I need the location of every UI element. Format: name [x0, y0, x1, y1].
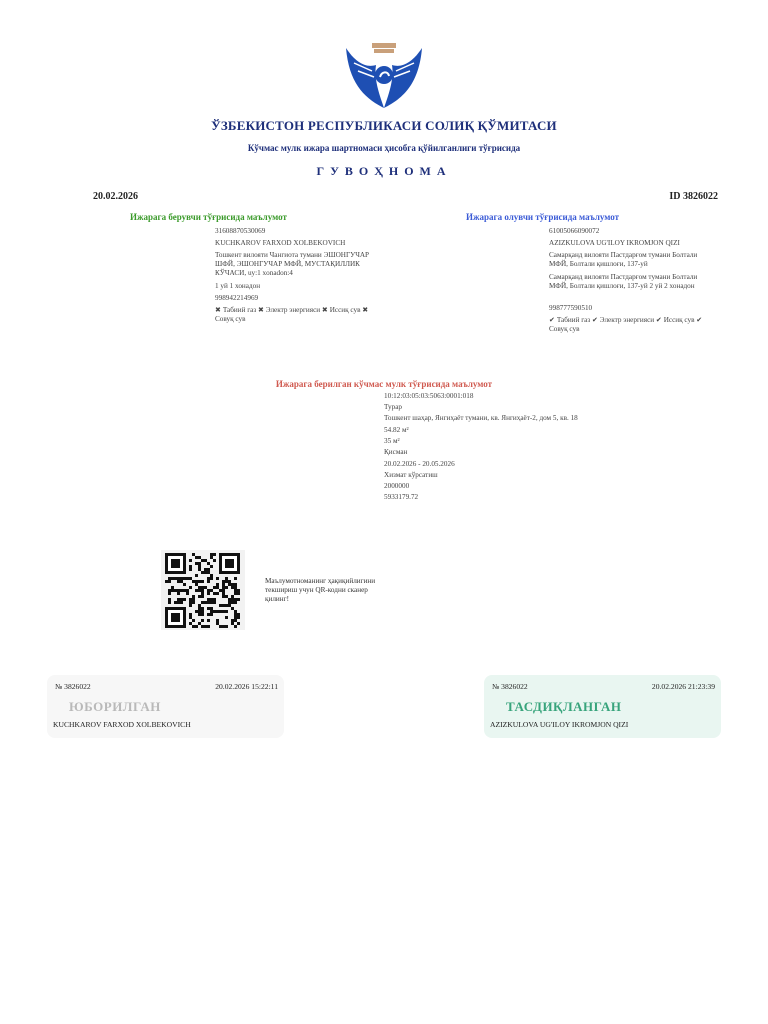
landlord-pinfl-value: 31608870530069: [215, 227, 266, 235]
tenant-heading: Ижарага олувчи тўғрисида маълумот: [466, 212, 620, 222]
sent-card-timestamp: 20.02.2026 15:22:11: [215, 682, 278, 691]
landlord-utilities-value: ✖ Табиий газ ✖ Электр энергияси ✖ Иссиқ сув ✖ Совуқ сув: [215, 306, 369, 323]
sent-status-label: ЮБОРИЛГАН: [69, 699, 161, 714]
landlord-heading: Ижарага берувчи тўғрисида маълумот: [130, 212, 287, 222]
leased-area-value: 35 м²: [384, 437, 400, 445]
sent-status-card: [47, 675, 284, 738]
confirmed-status-card: [484, 675, 721, 738]
confirmed-status-label: ТАСДИҚЛАНГАН: [506, 699, 622, 714]
qr-code[interactable]: [161, 550, 245, 630]
landlord-name-value: KUCHKAROV FARXOD XOLBEKOVICH: [215, 239, 346, 247]
monthly-rent-value: 2000000: [384, 482, 410, 490]
sent-card-number: № 3826022: [55, 682, 91, 691]
tax-committee-logo: [344, 43, 424, 113]
tenant-utilities-value: ✔ Табиий газ ✔ Электр энергияси ✔ Иссиқ сув ✔ Совуқ сув: [549, 316, 703, 333]
tenant-pinfl-value: 61005066090072: [549, 227, 600, 235]
document-title: ГУВОҲНОМА: [316, 164, 452, 178]
landlord-registered-address-value: Тошкент вилояти Чангиота тумани ЭШОНГУЧАР ШФЙ, ЭШОНГУЧАР МФЙ, МУСТАҚИЛЛИК КЎЧАСИ, uy:1 xonadon:4: [215, 251, 370, 277]
total-rent-value: 5933179.72: [384, 493, 419, 501]
property-address-value: Тошкент шаҳар, Янгиҳаёт тумани, кв. Янгиҳаёт-2, дом 5, кв. 18: [384, 414, 578, 422]
property-type-value: Турар: [384, 403, 403, 411]
document-id: ID 3826022: [669, 191, 718, 202]
property-heading: Ижарага берилган кўчмас мулк тўғрисида маълумот: [275, 379, 493, 389]
lease-extent-value: Қисман: [384, 448, 408, 456]
document-date: 20.02.2026: [93, 191, 138, 202]
tenant-name-value: AZIZKULOVA UG'ILOY IKROMJON QIZI: [549, 239, 680, 247]
sent-card-name: KUCHKAROV FARXOD XOLBEKOVICH: [53, 720, 191, 729]
document-subtitle: Кўчмас мулк ижара шартномаси ҳисобга қўйилганлиги тўғрисида: [247, 143, 521, 153]
qr-caption: Маълумотномaнинг ҳақиқийлигини текшириш учун QR-кодни сканер қилинг!: [265, 577, 376, 603]
confirmed-card-number: № 3826022: [492, 682, 528, 691]
cadastral-number-value: 10:12:03:05:03:5063:0001:018: [384, 392, 474, 400]
landlord-residence-value: 1 уй 1 хонадон: [215, 282, 261, 290]
tenant-registered-address-value: Самарқанд вилояти Пастдарғом тумани Болтали МФЙ, Болтали қишлоғи, 137-уй: [549, 251, 698, 268]
confirmed-card-name: AZIZKULOVA UG'ILOY IKROMJON QIZI: [490, 720, 629, 729]
total-area-value: 54.82 м²: [384, 426, 409, 434]
confirmed-card-timestamp: 20.02.2026 21:23:39: [651, 682, 715, 691]
tenant-phone-value: 998777590510: [549, 304, 593, 312]
landlord-phone-value: 998942214969: [215, 294, 259, 302]
lease-period-value: 20.02.2026 - 20.05.2026: [384, 460, 455, 468]
organization-title: ЎЗБЕКИСТОН РЕСПУБЛИКАСИ СОЛИҚ ҚЎМИТАСИ: [211, 118, 557, 133]
lease-purpose-value: Хизмат кўрсатиш: [384, 471, 438, 479]
tenant-residence-value: Самарқанд вилояти Пастдарғом тумани Болтали МФЙ, Болтали қишлоғи, 137-уй 2 уй 2 хонадон: [549, 273, 698, 290]
